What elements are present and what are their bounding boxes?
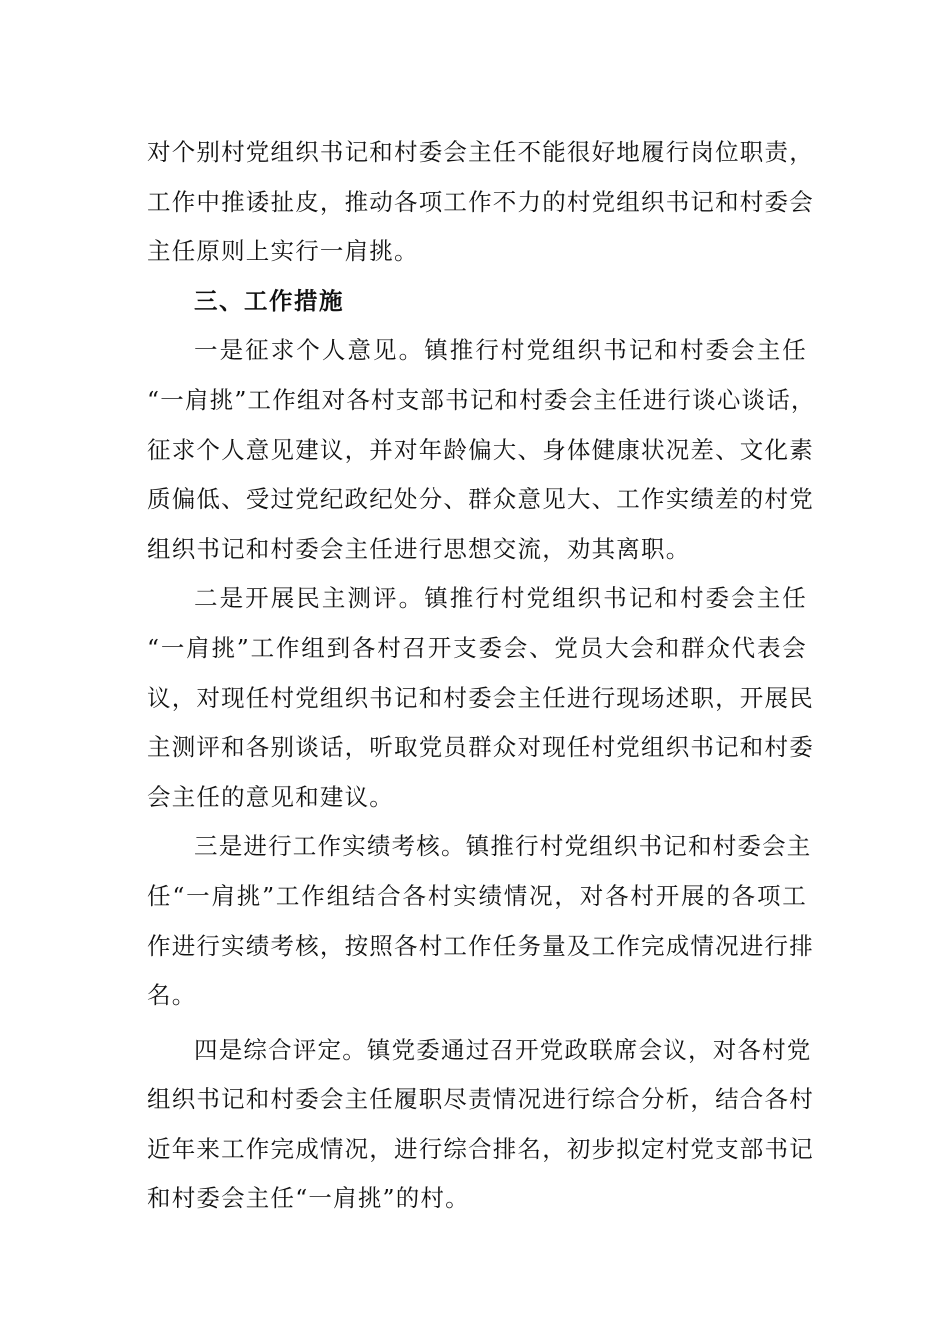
text-line: 征求个人意见建议，并对年龄偏大、身体健康状况差、文化素 [147, 435, 814, 464]
text-line: 主测评和各别谈话，听取党员群众对现任村党组织书记和村委 [147, 733, 814, 762]
text-line: 一是征求个人意见。镇推行村党组织书记和村委会主任 [194, 336, 807, 365]
text-line: “一肩挑”工作组到各村召开支委会、党员大会和群众代表会 [147, 633, 807, 662]
text-line: 四是综合评定。镇党委通过召开党政联席会议，对各村党 [194, 1035, 812, 1064]
text-line: 三是进行工作实绩考核。镇推行村党组织书记和村委会主 [194, 832, 812, 861]
paragraph-measure-2 [147, 574, 814, 822]
text-line: 组织书记和村委会主任进行思想交流，劝其离职。 [147, 534, 691, 563]
text-line: 任“一肩挑”工作组结合各村实绩情况，对各村开展的各项工 [147, 881, 807, 910]
text-line: 组织书记和村委会主任履职尽责情况进行综合分析，结合各村 [147, 1085, 814, 1114]
text-line: 二是开展民主测评。镇推行村党组织书记和村委会主任 [194, 584, 807, 613]
text-line: 议，对现任村党组织书记和村委会主任进行现场述职，开展民 [147, 683, 814, 712]
text-line: 对个别村党组织书记和村委会主任不能很好地履行岗位职责， [147, 138, 814, 166]
text-line: 和村委会主任“一肩挑”的村。 [147, 1184, 470, 1213]
text-line: 作进行实绩考核，按照各村工作任务量及工作完成情况进行排 [147, 931, 814, 960]
text-line: 会主任的意见和建议。 [147, 782, 394, 811]
text-line: 工作中推诿扯皮，推动各项工作不力的村党组织书记和村委会 [147, 187, 814, 216]
paragraph-measure-1 [147, 326, 816, 574]
section-heading: 三、工作措施 [194, 286, 344, 315]
text-line: 名。 [147, 981, 197, 1010]
text-line: 近年来工作完成情况，进行综合排名，初步拟定村党支部书记 [147, 1134, 814, 1163]
text-line: “一肩挑”工作组对各村支部书记和村委会主任进行谈心谈话， [147, 385, 816, 414]
paragraph-measure-3 [147, 822, 814, 1020]
paragraph-responsibility [147, 128, 814, 277]
document-body [147, 128, 816, 1224]
text-line: 主任原则上实行一肩挑。 [147, 237, 419, 266]
text-line: 质偏低、受过党纪政纪处分、群众意见大、工作实绩差的村党 [147, 485, 814, 514]
paragraph-measure-4 [147, 1026, 814, 1224]
